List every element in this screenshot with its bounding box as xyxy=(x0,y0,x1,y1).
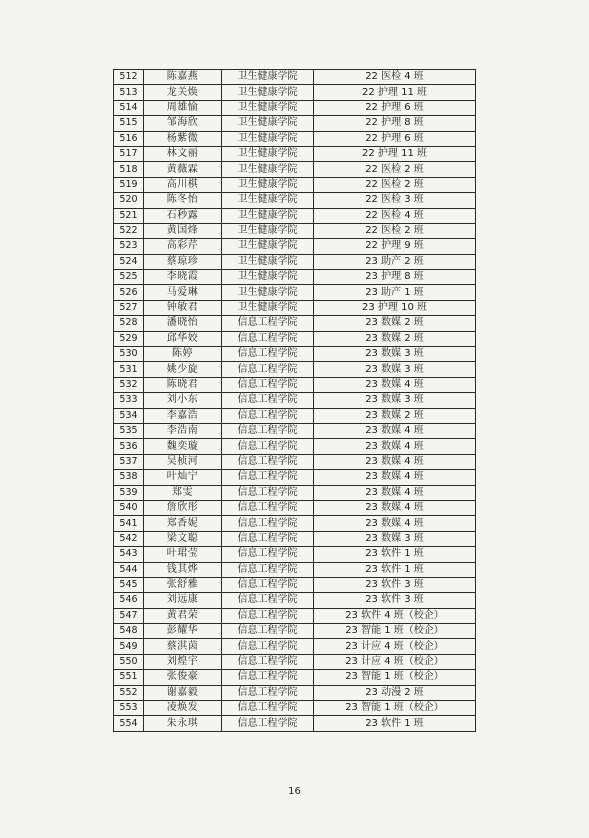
row-number-cell: 517 xyxy=(114,146,144,161)
school-cell: 信息工程学院 xyxy=(222,500,314,515)
row-number-cell: 527 xyxy=(114,300,144,315)
school-cell: 信息工程学院 xyxy=(222,316,314,331)
class-cell: 23 智能 1 班（校企） xyxy=(314,670,476,685)
class-cell: 23 数媒 4 班 xyxy=(314,377,476,392)
student-name-cell: 谢嘉毅 xyxy=(144,685,222,700)
class-cell: 22 护理 6 班 xyxy=(314,131,476,146)
row-number-cell: 548 xyxy=(114,624,144,639)
class-cell: 23 数媒 2 班 xyxy=(314,316,476,331)
class-cell: 23 护理 10 班 xyxy=(314,300,476,315)
table-row xyxy=(114,624,476,639)
student-name-cell: 李浩南 xyxy=(144,423,222,438)
row-number-cell: 536 xyxy=(114,439,144,454)
school-cell: 卫生健康学院 xyxy=(222,116,314,131)
row-number-cell: 532 xyxy=(114,377,144,392)
class-cell: 22 医检 2 班 xyxy=(314,177,476,192)
class-cell: 23 软件 1 班 xyxy=(314,547,476,562)
table-row xyxy=(114,500,476,515)
school-cell: 卫生健康学院 xyxy=(222,254,314,269)
student-name-cell: 郑雯 xyxy=(144,485,222,500)
class-cell: 23 智能 1 班（校企） xyxy=(314,701,476,716)
school-cell: 卫生健康学院 xyxy=(222,239,314,254)
school-cell: 卫生健康学院 xyxy=(222,177,314,192)
table-row xyxy=(114,285,476,300)
school-cell: 信息工程学院 xyxy=(222,439,314,454)
table-row xyxy=(114,270,476,285)
student-name-cell: 石秒露 xyxy=(144,208,222,223)
student-name-cell: 周雄愉 xyxy=(144,100,222,115)
row-number-cell: 521 xyxy=(114,208,144,223)
class-cell: 23 数媒 4 班 xyxy=(314,423,476,438)
table-row xyxy=(114,516,476,531)
school-cell: 信息工程学院 xyxy=(222,685,314,700)
table-row xyxy=(114,223,476,238)
student-name-cell: 杨紫微 xyxy=(144,131,222,146)
row-number-cell: 512 xyxy=(114,70,144,85)
student-name-cell: 蔡淇茵 xyxy=(144,639,222,654)
student-name-cell: 邹海欣 xyxy=(144,116,222,131)
table-row xyxy=(114,701,476,716)
class-cell: 22 护理 8 班 xyxy=(314,116,476,131)
row-number-cell: 516 xyxy=(114,131,144,146)
row-number-cell: 530 xyxy=(114,347,144,362)
row-number-cell: 541 xyxy=(114,516,144,531)
school-cell: 信息工程学院 xyxy=(222,547,314,562)
row-number-cell: 546 xyxy=(114,593,144,608)
class-cell: 23 护理 8 班 xyxy=(314,270,476,285)
row-number-cell: 553 xyxy=(114,701,144,716)
school-cell: 信息工程学院 xyxy=(222,331,314,346)
class-cell: 23 动漫 2 班 xyxy=(314,685,476,700)
row-number-cell: 552 xyxy=(114,685,144,700)
row-number-cell: 534 xyxy=(114,408,144,423)
row-number-cell: 531 xyxy=(114,362,144,377)
school-cell: 卫生健康学院 xyxy=(222,131,314,146)
class-cell: 22 医检 3 班 xyxy=(314,193,476,208)
table-row xyxy=(114,439,476,454)
school-cell: 信息工程学院 xyxy=(222,531,314,546)
table-row xyxy=(114,377,476,392)
student-name-cell: 潘晓怡 xyxy=(144,316,222,331)
table-row xyxy=(114,577,476,592)
school-cell: 信息工程学院 xyxy=(222,470,314,485)
student-name-cell: 李嘉浩 xyxy=(144,408,222,423)
class-cell: 23 软件 4 班（校企） xyxy=(314,608,476,623)
row-number-cell: 543 xyxy=(114,547,144,562)
table-row xyxy=(114,177,476,192)
student-name-cell: 黄君荣 xyxy=(144,608,222,623)
student-name-cell: 陈婷 xyxy=(144,347,222,362)
table-row xyxy=(114,608,476,623)
class-cell: 22 医检 2 班 xyxy=(314,223,476,238)
school-cell: 信息工程学院 xyxy=(222,593,314,608)
student-name-cell: 刘小东 xyxy=(144,393,222,408)
class-cell: 23 数媒 4 班 xyxy=(314,470,476,485)
student-name-cell: 凌焕发 xyxy=(144,701,222,716)
student-name-cell: 魏奕璇 xyxy=(144,439,222,454)
school-cell: 信息工程学院 xyxy=(222,701,314,716)
row-number-cell: 515 xyxy=(114,116,144,131)
school-cell: 信息工程学院 xyxy=(222,639,314,654)
table-row xyxy=(114,146,476,161)
row-number-cell: 547 xyxy=(114,608,144,623)
table-row xyxy=(114,208,476,223)
table-row xyxy=(114,470,476,485)
class-cell: 23 数媒 3 班 xyxy=(314,347,476,362)
row-number-cell: 545 xyxy=(114,577,144,592)
student-name-cell: 叶灿宁 xyxy=(144,470,222,485)
row-number-cell: 535 xyxy=(114,423,144,438)
student-name-cell: 吴桢河 xyxy=(144,454,222,469)
table-row xyxy=(114,116,476,131)
school-cell: 信息工程学院 xyxy=(222,377,314,392)
school-cell: 信息工程学院 xyxy=(222,362,314,377)
class-cell: 22 医检 4 班 xyxy=(314,208,476,223)
student-name-cell: 陈嘉燕 xyxy=(144,70,222,85)
page-number: 16 xyxy=(288,786,301,797)
row-number-cell: 551 xyxy=(114,670,144,685)
class-cell: 23 数媒 3 班 xyxy=(314,531,476,546)
student-name-cell: 朱永琪 xyxy=(144,716,222,731)
table-row xyxy=(114,347,476,362)
table-row xyxy=(114,670,476,685)
class-cell: 23 计应 4 班（校企） xyxy=(314,654,476,669)
student-name-cell: 林文丽 xyxy=(144,146,222,161)
table-row xyxy=(114,685,476,700)
table-row xyxy=(114,131,476,146)
table-row xyxy=(114,562,476,577)
class-cell: 23 计应 4 班（校企） xyxy=(314,639,476,654)
student-name-cell: 马爱琳 xyxy=(144,285,222,300)
row-number-cell: 524 xyxy=(114,254,144,269)
student-name-cell: 黄国烽 xyxy=(144,223,222,238)
class-cell: 22 医检 2 班 xyxy=(314,162,476,177)
class-cell: 23 助产 1 班 xyxy=(314,285,476,300)
student-name-cell: 李晓霞 xyxy=(144,270,222,285)
school-cell: 卫生健康学院 xyxy=(222,223,314,238)
student-name-cell: 龙关焕 xyxy=(144,85,222,100)
table-row xyxy=(114,362,476,377)
student-name-cell: 陈冬怡 xyxy=(144,193,222,208)
class-cell: 23 数媒 3 班 xyxy=(314,393,476,408)
class-cell: 23 智能 1 班（校企） xyxy=(314,624,476,639)
table-row xyxy=(114,531,476,546)
table-row xyxy=(114,162,476,177)
school-cell: 卫生健康学院 xyxy=(222,100,314,115)
class-cell: 22 医检 4 班 xyxy=(314,70,476,85)
table-row xyxy=(114,239,476,254)
row-number-cell: 518 xyxy=(114,162,144,177)
roster-body xyxy=(114,70,476,732)
row-number-cell: 554 xyxy=(114,716,144,731)
row-number-cell: 529 xyxy=(114,331,144,346)
row-number-cell: 522 xyxy=(114,223,144,238)
school-cell: 信息工程学院 xyxy=(222,608,314,623)
class-cell: 22 护理 6 班 xyxy=(314,100,476,115)
row-number-cell: 539 xyxy=(114,485,144,500)
table-row xyxy=(114,454,476,469)
school-cell: 卫生健康学院 xyxy=(222,193,314,208)
row-number-cell: 549 xyxy=(114,639,144,654)
school-cell: 卫生健康学院 xyxy=(222,146,314,161)
class-cell: 23 助产 2 班 xyxy=(314,254,476,269)
row-number-cell: 550 xyxy=(114,654,144,669)
table-row xyxy=(114,393,476,408)
school-cell: 信息工程学院 xyxy=(222,408,314,423)
student-name-cell: 黄薇霖 xyxy=(144,162,222,177)
school-cell: 卫生健康学院 xyxy=(222,162,314,177)
row-number-cell: 542 xyxy=(114,531,144,546)
school-cell: 信息工程学院 xyxy=(222,716,314,731)
student-name-cell: 郑香妮 xyxy=(144,516,222,531)
school-cell: 信息工程学院 xyxy=(222,485,314,500)
school-cell: 信息工程学院 xyxy=(222,562,314,577)
student-name-cell: 姚少旋 xyxy=(144,362,222,377)
class-cell: 23 数媒 4 班 xyxy=(314,485,476,500)
row-number-cell: 523 xyxy=(114,239,144,254)
school-cell: 卫生健康学院 xyxy=(222,300,314,315)
table-row xyxy=(114,423,476,438)
table-row xyxy=(114,85,476,100)
student-name-cell: 钱其烨 xyxy=(144,562,222,577)
student-name-cell: 梁文聪 xyxy=(144,531,222,546)
class-cell: 23 数媒 4 班 xyxy=(314,439,476,454)
student-name-cell: 彭耀华 xyxy=(144,624,222,639)
row-number-cell: 520 xyxy=(114,193,144,208)
table-row xyxy=(114,639,476,654)
student-name-cell: 叶珺莹 xyxy=(144,547,222,562)
class-cell: 23 软件 1 班 xyxy=(314,562,476,577)
student-name-cell: 陈晓君 xyxy=(144,377,222,392)
school-cell: 卫生健康学院 xyxy=(222,208,314,223)
class-cell: 22 护理 9 班 xyxy=(314,239,476,254)
table-row xyxy=(114,408,476,423)
class-cell: 23 数媒 4 班 xyxy=(314,454,476,469)
table-row xyxy=(114,485,476,500)
table-row xyxy=(114,70,476,85)
class-cell: 23 数媒 3 班 xyxy=(314,362,476,377)
school-cell: 信息工程学院 xyxy=(222,670,314,685)
table-row xyxy=(114,331,476,346)
table-row xyxy=(114,300,476,315)
class-cell: 23 软件 3 班 xyxy=(314,577,476,592)
school-cell: 信息工程学院 xyxy=(222,423,314,438)
school-cell: 信息工程学院 xyxy=(222,347,314,362)
table-row xyxy=(114,193,476,208)
school-cell: 信息工程学院 xyxy=(222,577,314,592)
class-cell: 23 数媒 2 班 xyxy=(314,331,476,346)
class-cell: 22 护理 11 班 xyxy=(314,146,476,161)
school-cell: 信息工程学院 xyxy=(222,654,314,669)
student-name-cell: 刘远康 xyxy=(144,593,222,608)
row-number-cell: 538 xyxy=(114,470,144,485)
student-name-cell: 张俊豪 xyxy=(144,670,222,685)
school-cell: 卫生健康学院 xyxy=(222,85,314,100)
student-name-cell: 钟敏君 xyxy=(144,300,222,315)
student-name-cell: 高彩芹 xyxy=(144,239,222,254)
class-cell: 23 数媒 2 班 xyxy=(314,408,476,423)
school-cell: 信息工程学院 xyxy=(222,454,314,469)
row-number-cell: 540 xyxy=(114,500,144,515)
table-row xyxy=(114,254,476,269)
row-number-cell: 526 xyxy=(114,285,144,300)
table-row xyxy=(114,593,476,608)
row-number-cell: 514 xyxy=(114,100,144,115)
school-cell: 信息工程学院 xyxy=(222,624,314,639)
class-cell: 23 软件 1 班 xyxy=(314,716,476,731)
school-cell: 卫生健康学院 xyxy=(222,285,314,300)
class-cell: 23 数媒 4 班 xyxy=(314,516,476,531)
table-row xyxy=(114,716,476,731)
school-cell: 卫生健康学院 xyxy=(222,70,314,85)
student-name-cell: 蔡琼珍 xyxy=(144,254,222,269)
student-roster-table xyxy=(113,69,476,732)
student-name-cell: 高川棋 xyxy=(144,177,222,192)
school-cell: 卫生健康学院 xyxy=(222,270,314,285)
class-cell: 23 数媒 4 班 xyxy=(314,500,476,515)
row-number-cell: 525 xyxy=(114,270,144,285)
table-row xyxy=(114,316,476,331)
student-name-cell: 邱华姣 xyxy=(144,331,222,346)
school-cell: 信息工程学院 xyxy=(222,393,314,408)
table-row xyxy=(114,547,476,562)
row-number-cell: 528 xyxy=(114,316,144,331)
row-number-cell: 544 xyxy=(114,562,144,577)
row-number-cell: 513 xyxy=(114,85,144,100)
row-number-cell: 533 xyxy=(114,393,144,408)
student-name-cell: 刘煌宇 xyxy=(144,654,222,669)
school-cell: 信息工程学院 xyxy=(222,516,314,531)
table-row xyxy=(114,654,476,669)
student-name-cell: 詹欣彤 xyxy=(144,500,222,515)
row-number-cell: 519 xyxy=(114,177,144,192)
student-name-cell: 张舒雅 xyxy=(144,577,222,592)
class-cell: 23 软件 3 班 xyxy=(314,593,476,608)
class-cell: 22 护理 11 班 xyxy=(314,85,476,100)
row-number-cell: 537 xyxy=(114,454,144,469)
table-row xyxy=(114,100,476,115)
